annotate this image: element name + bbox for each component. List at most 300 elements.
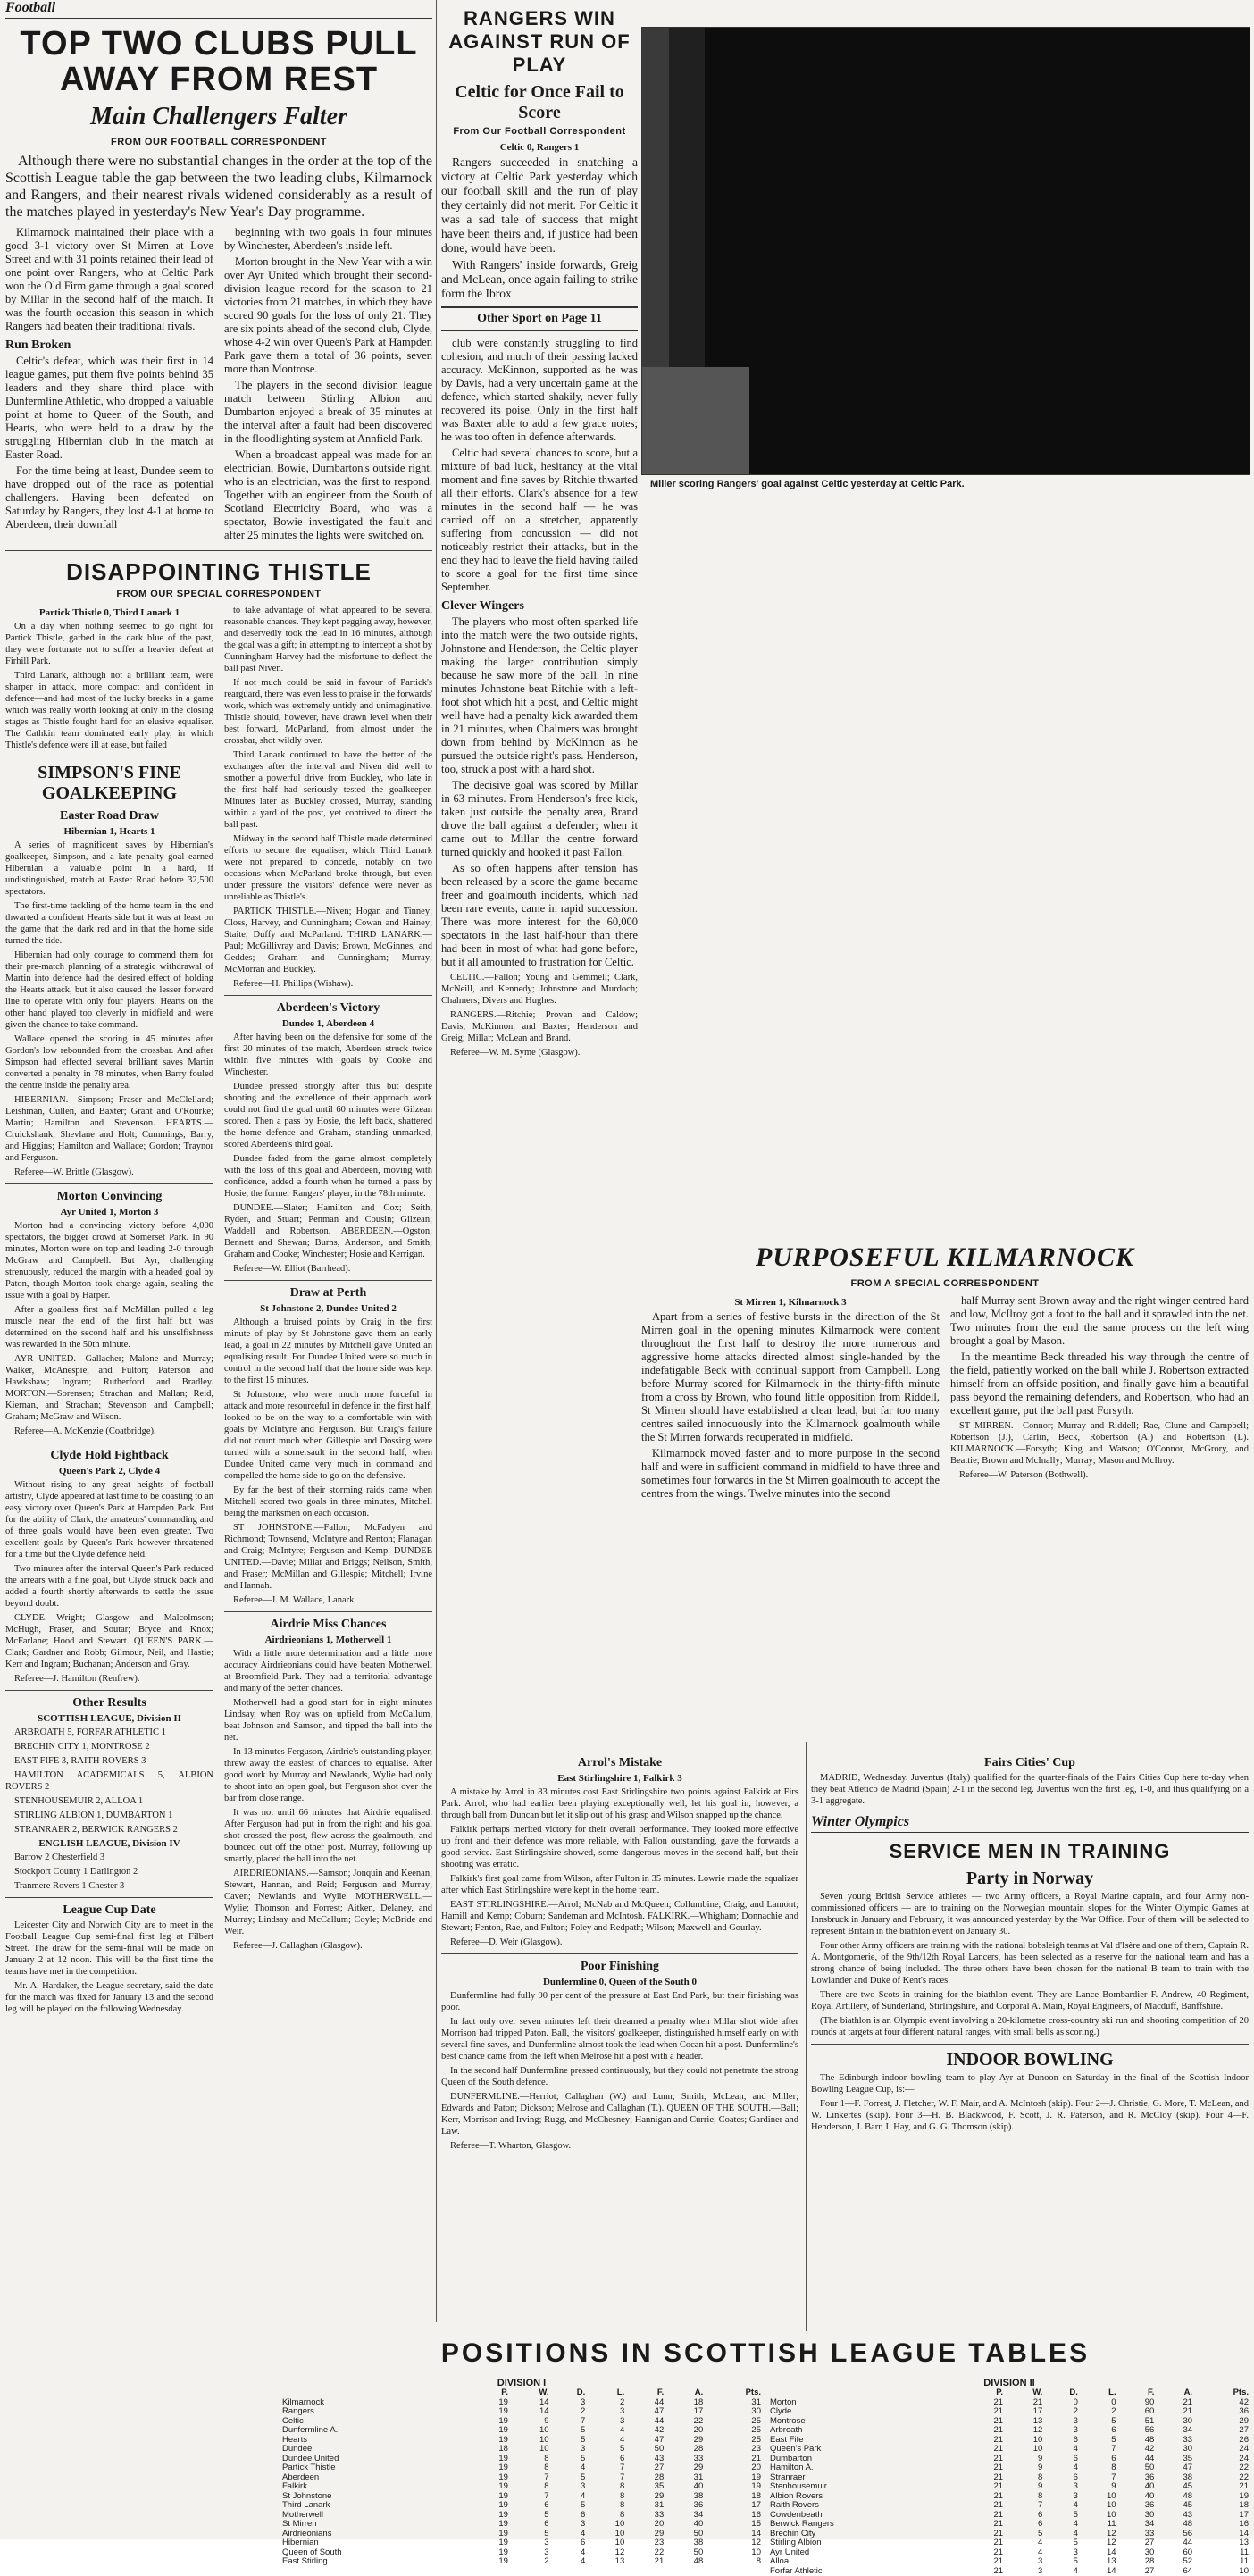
table-cell: 33 (626, 2511, 665, 2521)
table-row (768, 2520, 1250, 2530)
morton-teams: AYR UNITED.—Gallacher; Malone and Murray; Walker, McAnespie, and Fulton; Paterson and Hawkshaw; Ingram; Rutherford and Bradley. MORTON.—Sorensen; Strachan and Mallan; Reid, Kiernan, and Strachan; Stevenson and Campbell; Graham; McGraw and Wilson. (5, 1353, 213, 1423)
table-cell: 13 (1194, 2538, 1250, 2548)
table-cell: 14 (705, 2530, 763, 2539)
table-header (280, 2388, 471, 2398)
table-cell: 2 (510, 2557, 551, 2567)
table-row (768, 2426, 1250, 2436)
table-cell: 10 (1005, 2436, 1044, 2446)
table-cell: 19 (705, 2473, 763, 2483)
table-cell: 21 (966, 2548, 1005, 2558)
table-cell: 4 (1044, 2520, 1080, 2530)
table-cell: 6 (510, 2520, 551, 2530)
table-header: A. (665, 2388, 705, 2398)
table-cell: 19 (471, 2407, 510, 2417)
table-cell: 22 (1194, 2463, 1250, 2473)
table-cell: Cowdenbeath (768, 2511, 966, 2521)
poor-referee: Referee—T. Wharton, Glasgow. (441, 2140, 798, 2152)
clyde-score: Queen's Park 2, Clyde 4 (5, 1466, 213, 1476)
english-result: Barrow 2 Chesterfield 3 (5, 1852, 213, 1863)
table-cell: 21 (966, 2417, 1005, 2427)
table-cell: 4 (1044, 2567, 1080, 2576)
table-cell: 21 (966, 2511, 1005, 2521)
table-cell: Kilmarnock (280, 2398, 471, 2408)
table-cell: 19 (471, 2511, 510, 2521)
table-cell: 7 (510, 2492, 551, 2502)
bowling-p2: Four 1—F. Forrest, J. Fletcher, W. F. Mair, and A. McIntosh (skip). Four 2—J. Christie, G. More, T. McLean, and W. Linkertes (skip). Four 3—H. B. Blackwood, F. Scott, J. R. Paterson, and R. McCloy (skip). Four 4—F. Henderson, J. Barr, I. Hay, and G. G. Thomson (skip). (811, 2098, 1249, 2133)
table-cell: 4 (1005, 2538, 1044, 2548)
table-cell: 0 (1080, 2398, 1118, 2408)
aberdeen-teams: DUNDEE.—Slater; Hamilton and Cox; Seith, Ryden, and Stuart; Penman and Cousin; Gilzean; Waddell and Robertson. ABERDEEN.—Ogston; Bennett and Shewan; Burns, Anderson, and Smith; Graham and Cooke; Winchester; Hosie and Kerrigan. (224, 1202, 432, 1260)
table-cell: Celtic (280, 2417, 471, 2427)
table-cell: Dundee United (280, 2455, 471, 2464)
table-cell: Hibernian (280, 2538, 471, 2548)
table-row (280, 2520, 763, 2530)
result-item: BRECHIN CITY 1, MONTROSE 2 (5, 1741, 213, 1752)
rangers-p4: Celtic had several chances to score, but a mixture of bad luck, hesitancy at the vital moment and fine saves by Ritchie thwarted all their efforts. Clark's absence for a few minutes in the second half — he was carried off on a stretcher, apparently suffering from concussion — did not noticeably restrict their attacks, but in the end they had to leave the field having failed to score a goal for the first time since September. (441, 447, 638, 594)
table-cell: 10 (1005, 2445, 1044, 2455)
table-header: D. (1044, 2388, 1080, 2398)
table-row (280, 2548, 763, 2558)
table-cell: 47 (626, 2407, 665, 2417)
rangers-p1: Rangers succeeded in snatching a victory at Celtic Park yesterday which our football skill and the run of play they certainly did not merit. For Celtic it was a sad tale of success that might have been theirs and, if justice had been done, would have been. (441, 155, 638, 255)
table-cell: Clyde (768, 2407, 966, 2417)
table-cell: 31 (665, 2473, 705, 2483)
table-cell: 27 (1118, 2567, 1157, 2576)
table-cell: Motherwell (280, 2511, 471, 2521)
airdrie-score: Airdrieonians 1, Motherwell 1 (224, 1635, 432, 1645)
table-cell: 2 (1044, 2407, 1080, 2417)
table-cell: 5 (551, 2436, 588, 2446)
table-cell: 5 (1080, 2436, 1118, 2446)
table-cell: 22 (665, 2417, 705, 2427)
table-cell: 28 (1118, 2557, 1157, 2567)
table-cell: 52 (1156, 2557, 1194, 2567)
winter-p2: Four other Army officers are training with the national bobsleigh teams at Val d'Isère and one of them, Captain R. A. Montgomerie, of the 9th/12th Royal Lancers, has been selected as a reserve for the national team and has a strong chance of being included. The three others have been chosen for the national B team to train with the Lowlander and Duke of Kent's races. (811, 1940, 1249, 1986)
table-cell: East Fife (768, 2436, 966, 2446)
table-cell: 6 (1044, 2436, 1080, 2446)
table-cell: 21 (966, 2538, 1005, 2548)
thistle-p6: Midway in the second half Thistle made determined efforts to secure the equaliser, which Third Lanark were not prepared to concede, notably on two occasions when McParland broke through, but even under pressure the visitors' defence were never as unreliable as Thistle's. (224, 833, 432, 903)
table-cell: 3 (587, 2417, 626, 2427)
cup-head: League Cup Date (5, 1903, 213, 1918)
table-header: A. (1156, 2388, 1194, 2398)
table-row (768, 2417, 1250, 2427)
table-cell: 14 (510, 2407, 551, 2417)
table-cell: 35 (626, 2482, 665, 2492)
table-cell: 12 (1005, 2426, 1044, 2436)
table-cell: Stranraer (768, 2473, 966, 2483)
table-cell: 10 (1194, 2567, 1250, 2576)
table-cell: 47 (1156, 2463, 1194, 2473)
airdrie-p4: It was not until 66 minutes that Airdrie equalised. After Ferguson had put in from the right and his goal shot crossed the post, flew across the goalmouth, and bounced out off the other post. Murray, following up smartly, placed the ball into the net. (224, 1807, 432, 1865)
table-row (768, 2501, 1250, 2511)
table-cell: 12 (705, 2538, 763, 2548)
table-cell: 24 (1194, 2455, 1250, 2464)
table-cell: 19 (471, 2501, 510, 2511)
table-cell: 8 (587, 2511, 626, 2521)
table-cell: 10 (587, 2538, 626, 2548)
table-cell: 6 (1044, 2473, 1080, 2483)
table-cell: 13 (1005, 2417, 1044, 2427)
table-cell: 8 (1080, 2463, 1118, 2473)
table-cell: 9 (1005, 2455, 1044, 2464)
table-cell: 21 (966, 2567, 1005, 2576)
table-cell: 28 (665, 2445, 705, 2455)
main-p5: Morton brought in the New Year with a win over Ayr United which brought their second-division league record for the season to 21 victories from 21 matches, in which they have scored 90 goals for the loss of only 21. They are six points ahead of the second club, Clyde, whose 4-2 win over Queen's Park at Hampden Park gave them a total of 36 points, seven more than Montrose. (224, 255, 432, 376)
table-cell: 4 (1044, 2501, 1080, 2511)
perth-head: Draw at Perth (224, 1286, 432, 1301)
airdrie-p2: Motherwell had a good start for in eight minutes Lindsay, when Roy was on upfield from McCallum, beat Johnson and Samson, and tipped the ball into the net. (224, 1697, 432, 1744)
kilmarnock-p2: Kilmarnock moved faster and to more purpose in the second half and were in sufficient command in midfield to have three and sometimes four forwards in the St Mirren goalmouth to accept the centres from the wings. Twelve minutes into the second (641, 1447, 940, 1501)
arrol-teams: EAST STIRLINGSHIRE.—Arrol; McNab and McQueen; Collumbine, Craig, and Lamont; Hamill and Kemp; Coburn; Sandeman and McIntosh. FALKIRK.—Whigham; Donnachie and Stewart; Fenton, Rae, and Fulton; Foley and Redpath; Wilson; Maxwell and Gourlay. (441, 1899, 798, 1934)
table-cell: 14 (1080, 2548, 1118, 2558)
table-cell: 21 (966, 2482, 1005, 2492)
table-cell: 40 (665, 2520, 705, 2530)
table-cell: 8 (587, 2501, 626, 2511)
table-header: L. (587, 2388, 626, 2398)
table-cell: St Mirren (280, 2520, 471, 2530)
table-cell: St Johnstone (280, 2492, 471, 2502)
aberdeen-p3: Dundee faded from the game almost completely with the loss of this goal and Aberdeen, moving with confidence, added a fourth when he turned a pass by Hosie, the former Rangers' player, in the 78th minute. (224, 1153, 432, 1200)
table-cell: Falkirk (280, 2482, 471, 2492)
table-cell: 45 (1156, 2482, 1194, 2492)
aberdeen-head: Aberdeen's Victory (224, 1001, 432, 1016)
table-cell: 28 (626, 2473, 665, 2483)
main-headline: TOP TWO CLUBS PULL AWAY FROM REST (5, 26, 432, 97)
table-cell: 7 (1005, 2501, 1044, 2511)
kilmarnock-p1: Apart from a series of festive bursts in the direction of the St Mirren goal in the opening minutes Kilmarnock were content throughout the first half to destroy the more numerous and aggressive home attacks directed almost single-handed by the indefatigable Beck with continual support from Campbell. Long before Murray scored for Kilmarnock in the thirty-fifth minute from a cross by Brown, who found little opposition from Riddell, St Mirren should have established a clear lead, but far too many centres sailed innocuously into the Kilmarnock goalmouth while the St Mirren forwards recuperated in midfield. (641, 1310, 940, 1444)
english-result: Stockport County 1 Darlington 2 (5, 1866, 213, 1878)
table-cell: 5 (551, 2473, 588, 2483)
table-cell: 42 (626, 2426, 665, 2436)
table-cell: 44 (626, 2398, 665, 2408)
simpson-teams: HIBERNIAN.—Simpson; Fraser and McClelland; Leishman, Cullen, and Baxter; Grant and O'Rourke; Martin; Hamilton and Stevenson. HEARTS.—Cruickshank; Shevlane and Holt; Cummings, Barry, and Higgins; Hamilton and Wallace; Gordon; Traynor and Ferguson. (5, 1094, 213, 1164)
rangers-subhead: Celtic for Once Fail to Score (441, 82, 638, 123)
other-results-list (5, 1727, 213, 1836)
table-row (280, 2445, 763, 2455)
table-cell: 2 (587, 2398, 626, 2408)
table-cell: 19 (471, 2398, 510, 2408)
table-cell: 34 (1156, 2426, 1194, 2436)
table-row (280, 2417, 763, 2427)
fairs-head: Fairs Cities' Cup (811, 1756, 1249, 1770)
table-cell: 44 (1118, 2455, 1157, 2464)
morton-p2: After a goalless first half McMillan pulled a leg muscle near the end of the first half but was determined on the second half and his unselfishness was rewarded in the 50th minute. (5, 1304, 213, 1351)
table-row (280, 2407, 763, 2417)
table-cell: 38 (1156, 2473, 1194, 2483)
other-results-league: SCOTTISH LEAGUE, Division II (5, 1713, 213, 1724)
table-cell: 21 (1156, 2398, 1194, 2408)
rangers-headline: RANGERS WIN AGAINST RUN OF PLAY (441, 7, 638, 77)
table-cell: 21 (966, 2520, 1005, 2530)
simpson-p3: Hibernian had only courage to commend them for their pre-match planning of a strategic withdrawal of Martin into defence had the desired effect of holding the Hearts attack, but it also caused the lesser forward line to operate with only four players. Hearts on the other hand played too cleverly in midfield and were given the chance to take command. (5, 949, 213, 1031)
result-item: STRANRAER 2, BERWICK RANGERS 2 (5, 1824, 213, 1836)
table-cell: 10 (510, 2445, 551, 2455)
rangers-p7: As so often happens after tension has been released by a score the game became freer and goalmouth incidents, which had been rare events, came in rapid succession. There was more interest for the 60,000 spectators in the last half-hour than there had been in most of what had gone before, but it all amounted to frustration for Celtic. (441, 862, 638, 969)
table-cell: 19 (705, 2482, 763, 2492)
table-row (768, 2492, 1250, 2502)
poor-teams: DUNFERMLINE.—Herriot; Callaghan (W.) and Lunn; Smith, McLean, and Miller; Edwards and Paton; Dickson; Melrose and Callaghan (T.). QUEEN OF THE SOUTH.—Ball; Kerr, Morrison and Irving; Rugg, and McChesney; Hannigan and Currie; Coates; Gardiner and Law. (441, 2091, 798, 2137)
airdrie-teams: AIRDRIEONIANS.—Samson; Jonquin and Keenan; Stewart, Hannan, and Reid; Ferguson and Murray; Caven; Newlands and Wylie. MOTHERWELL.—Wylie; Thomson and Forrest; Aitken, Delaney, and Murray; Lindsay and McCallum; Coyle; McBride and Weir. (224, 1868, 432, 1937)
table-cell: 44 (1156, 2538, 1194, 2548)
table-cell: 29 (1194, 2417, 1250, 2427)
table-cell: 45 (1156, 2501, 1194, 2511)
division-one-table (280, 2388, 763, 2567)
table-cell: 21 (966, 2473, 1005, 2483)
aberdeen-p1: After having been on the defensive for some of the first 20 minutes of the match, Aberdeen struck twice within five minutes with goals by Cooke and Winchester. (224, 1032, 432, 1078)
table-header: F. (626, 2388, 665, 2398)
airdrie-p1: With a little more determination and a little more accuracy Airdrieonians could have beaten Motherwell at Broomfield Park. They had a territorial advantage and many of the better chances. (224, 1648, 432, 1694)
table-cell: 21 (1194, 2482, 1250, 2492)
arrol-p1: A mistake by Arrol in 83 minutes cost East Stirlingshire two points against Falkirk at Firs Park. Arrol, who had earlier been playing exceptionally well, let his goal in, however, a through ball from Duncan but let it slip out of his grasp and Wilson snapped up the chance. (441, 1786, 798, 1821)
aberdeen-score: Dundee 1, Aberdeen 4 (224, 1018, 432, 1029)
arrol-score: East Stirlingshire 1, Falkirk 3 (441, 1773, 798, 1784)
table-cell: Hamilton A. (768, 2463, 966, 2473)
table-cell: 5 (551, 2455, 588, 2464)
clyde-teams: CLYDE.—Wright; Glasgow and Malcolmson; McHugh, Fraser, and Soutar; Bryce and Knox; McFarlane; Hood and Stewart. QUEEN'S PARK.—Clark; Gardner and Robb; Gilmour, Neil, and Hastie; Kerr and Ingram; Buchanan; Anderson and Gray. (5, 1612, 213, 1670)
table-cell: 7 (551, 2417, 588, 2427)
table-cell: 4 (551, 2492, 588, 2502)
table-cell: 8 (510, 2463, 551, 2473)
table-cell: 21 (966, 2557, 1005, 2567)
table-cell: 12 (587, 2548, 626, 2558)
table-cell: 33 (1118, 2530, 1157, 2539)
table-header: F. (1118, 2388, 1157, 2398)
winter-kicker: Winter Olympics (811, 1814, 1249, 1833)
table-cell: Third Lanark (280, 2501, 471, 2511)
table-cell: 5 (1044, 2538, 1080, 2548)
table-cell: 38 (665, 2538, 705, 2548)
table-header (768, 2388, 966, 2398)
table-cell: 5 (510, 2530, 551, 2539)
table-cell: 4 (551, 2530, 588, 2539)
table-cell: 36 (1194, 2407, 1250, 2417)
simpson-p2: The first-time tackling of the home team in the end thwarted a confident Hearts side but it was at least on the game that the dark red and in that the home side turned the tide. (5, 900, 213, 947)
thistle-headline: DISAPPOINTING THISTLE (5, 558, 432, 586)
table-cell: 8 (510, 2482, 551, 2492)
table-header: W. (1005, 2388, 1044, 2398)
table-cell: 21 (626, 2557, 665, 2567)
thistle-referee: Referee—H. Phillips (Wishaw). (224, 978, 432, 990)
arrol-poor-column (441, 1751, 798, 2331)
table-cell: 3 (1044, 2426, 1080, 2436)
aberdeen-p2: Dundee pressed strongly after this but despite shooting and the excellence of their approach work could not find the goal until 60 minutes were Gilzean scored. Then a pass by Hosie, the left back, shattered the home defence and Graham, standing unmarked, scored Aberdeen's third goal. (224, 1081, 432, 1150)
perth-p3: By far the best of their storming raids came when Mitchell scored two goals in three minutes, Mitchell being the marksmen on each occasion. (224, 1485, 432, 1519)
table-row (280, 2557, 763, 2567)
table-cell: 48 (665, 2557, 705, 2567)
table-cell: 42 (1118, 2445, 1157, 2455)
thistle-teams: PARTICK THISTLE.—Niven; Hogan and Tinney; Closs, Harvey, and Cunningham; Cowan and Hainey; Staite; Duffy and McParland. THIRD LANARK.—Paul; McGillivray and Davis; Brown, McGinnes, and Geddes; Graham and Cunningham; Murray; McMorran and Buckley. (224, 906, 432, 975)
table-cell: 6 (1005, 2520, 1044, 2530)
table-cell: 17 (1194, 2511, 1250, 2521)
table-cell: 4 (1005, 2548, 1044, 2558)
table-cell: 6 (551, 2511, 588, 2521)
main-correspondent: FROM OUR FOOTBALL CORRESPONDENT (5, 137, 432, 147)
table-cell: 4 (551, 2548, 588, 2558)
table-cell: 5 (1044, 2511, 1080, 2521)
table-cell: 21 (1005, 2398, 1044, 2408)
table-cell: 90 (1118, 2398, 1157, 2408)
table-cell: Montrose (768, 2417, 966, 2427)
table-cell: Arbroath (768, 2426, 966, 2436)
table-cell: Partick Thistle (280, 2463, 471, 2473)
kilmarnock-correspondent: FROM A SPECIAL CORRESPONDENT (641, 1278, 1249, 1289)
poor-score: Dunfermline 0, Queen of the South 0 (441, 1977, 798, 1987)
table-row (280, 2492, 763, 2502)
table-cell: 48 (1156, 2492, 1194, 2502)
table-cell: 10 (587, 2520, 626, 2530)
table-cell: 26 (1194, 2436, 1250, 2446)
table-row (768, 2473, 1250, 2483)
perth-teams: ST JOHNSTONE.—Fallon; McFadyen and Richmond; Townsend, McIntyre and Renton; Flanagan and Craig; McIntyre; Ferguson and Kemp. DUNDEE UNITED.—Davie; Millar and Briggs; Neilson, Smith, and Fraser; McMillan and Gillespie; Mitchell; Irvine and Hannah. (224, 1522, 432, 1592)
table-cell: Stirling Albion (768, 2538, 966, 2548)
table-cell: 23 (705, 2445, 763, 2455)
table-cell: 10 (705, 2548, 763, 2558)
table-cell: 5 (1080, 2417, 1118, 2427)
table-cell: 30 (1156, 2445, 1194, 2455)
table-cell: 19 (1194, 2492, 1250, 2502)
main-p7: When a broadcast appeal was made for an electrician, Bowie, Dumbarton's outside right, who is an electrician, was the first to respond. Together with an engineer from the South of Scotland Electricity Board, who was a spectator, Bowie investigated the fault and after 25 minutes the lights were switched on. (224, 448, 432, 542)
table-header: Pts. (1194, 2388, 1250, 2398)
table-cell: 4 (551, 2463, 588, 2473)
table-cell: 19 (471, 2548, 510, 2558)
table-row (280, 2436, 763, 2446)
table-cell: 34 (1118, 2520, 1157, 2530)
table-cell: 12 (1080, 2538, 1118, 2548)
table-row (280, 2398, 763, 2408)
table-cell: 18 (705, 2492, 763, 2502)
clyde-head: Clyde Hold Fightback (5, 1449, 213, 1463)
table-cell: 48 (1156, 2520, 1194, 2530)
table-row (280, 2501, 763, 2511)
table-cell: 8 (1005, 2492, 1044, 2502)
table-cell: 56 (1118, 2426, 1157, 2436)
table-cell: 3 (551, 2520, 588, 2530)
table-cell: 17 (1005, 2407, 1044, 2417)
table-cell: Queen of South (280, 2548, 471, 2558)
table-cell: 29 (626, 2530, 665, 2539)
arrol-referee: Referee—D. Weir (Glasgow). (441, 1936, 798, 1948)
table-row (768, 2463, 1250, 2473)
table-row (768, 2445, 1250, 2455)
table-cell: 60 (1156, 2548, 1194, 2558)
table-cell: 5 (551, 2426, 588, 2436)
division-one-name: DIVISION I (280, 2378, 763, 2388)
table-cell: 11 (1194, 2548, 1250, 2558)
poor-p1: Dunfermline had fully 90 per cent of the pressure at East End Park, but their finishing was poor. (441, 1990, 798, 2013)
table-cell: 3 (1044, 2492, 1080, 2502)
table-cell: 6 (551, 2538, 588, 2548)
table-cell: 12 (1080, 2530, 1118, 2539)
table-cell: 21 (966, 2463, 1005, 2473)
table-cell: 22 (626, 2548, 665, 2558)
table-cell: 2 (551, 2407, 588, 2417)
cup-p1: Leicester City and Norwich City are to meet in the Football League Cup semi-final first leg at Filbert Street. The draw for the semi-final will be made on January 2 at 12 noon. This will be the first time the teams have met in the competition. (5, 1919, 213, 1978)
kilmarnock-p3: half Murray sent Brown away and the right winger centred hard and low, McIlroy got a foot to the ball and it sprawled into the net. Two minutes from the end the same process on the left wing brought a goal by Mason. (950, 1294, 1249, 1348)
table-cell: 25 (705, 2417, 763, 2427)
table-header: P. (471, 2388, 510, 2398)
table-header: L. (1080, 2388, 1118, 2398)
table-cell: 25 (705, 2426, 763, 2436)
table-cell: 19 (471, 2426, 510, 2436)
table-cell: 35 (1156, 2455, 1194, 2464)
thistle-score: Partick Thistle 0, Third Lanark 1 (5, 607, 213, 618)
table-cell: 9 (1005, 2482, 1044, 2492)
morton-score: Ayr United 1, Morton 3 (5, 1207, 213, 1217)
table-cell: 3 (551, 2482, 588, 2492)
table-cell: 10 (1080, 2501, 1118, 2511)
table-cell: 36 (1118, 2501, 1157, 2511)
table-cell: 31 (705, 2398, 763, 2408)
table-cell: 3 (587, 2407, 626, 2417)
table-cell: 29 (665, 2436, 705, 2446)
table-cell: 5 (1005, 2530, 1044, 2539)
table-header: D. (551, 2388, 588, 2398)
table-cell: 50 (665, 2530, 705, 2539)
table-header: P. (966, 2388, 1005, 2398)
table-cell: Hearts (280, 2436, 471, 2446)
table-cell: 7 (1080, 2473, 1118, 2483)
table-cell: 27 (1194, 2426, 1250, 2436)
table-cell: Queen's Park (768, 2445, 966, 2455)
table-cell: 6 (587, 2455, 626, 2464)
table-header: Pts. (705, 2388, 763, 2398)
table-cell: 8 (587, 2482, 626, 2492)
table-cell: 19 (471, 2520, 510, 2530)
thistle-p3: to take advantage of what appeared to be several reasonable chances. They kept pegging away, however, and deservedly took the lead in 16 minutes, although the goal was a gift; in attempting to intercept a shot by Cunningham Harvey had the misfortune to deflect the ball past Niven. (224, 605, 432, 674)
poor-p2: In fact only over seven minutes left their dreamed a penalty when Millar shot wide after Morrison had tripped Paton. Ball, the visitors' goalkeeper, distinguished himself early on with several fine saves, and Dunfermline almost took the lead when Cocan hit a post. Dunfermline's best chance came from the left when Melrose hit a post with a header. (441, 2016, 798, 2062)
simpson-p4: Wallace opened the scoring in 45 minutes after Gordon's low rebounded from the crossbar. And after Simpson had effected several brilliant saves Martin converted a penalty in 78 minutes, when Barry fouled the centre inside the penalty area. (5, 1033, 213, 1091)
table-cell: 11 (1194, 2557, 1250, 2567)
table-cell: 43 (626, 2455, 665, 2464)
clyde-p1: Without rising to any great heights of football artistry, Clyde appeared at last time to be coasting to an easy victory over Queen's Park at Hampden Park. But for the ability of Clark, the amateurs' commanding and of three goals would have been even greater. Two excellent goals by Queen's Park however threatened for a time but the Clyde defence held. (5, 1479, 213, 1560)
kilmarnock-p4: In the meantime Beck threaded his way through the centre of the field, patiently worked on the ball while J. Robertson extracted himself from an offside position, and finally gave him a beautiful pass beyond the remaining defenders, and Robertson, who had an excellent game, put the ball past Forsyth. (950, 1351, 1249, 1418)
kilmarnock-section (641, 1237, 1249, 1737)
table-cell: 10 (587, 2530, 626, 2539)
table-row (768, 2530, 1250, 2539)
result-item: STENHOUSEMUIR 2, ALLOA 1 (5, 1795, 213, 1807)
table-cell: 21 (966, 2407, 1005, 2417)
poor-head: Poor Finishing (441, 1960, 798, 1974)
airdrie-p3: In 13 minutes Ferguson, Airdrie's outstanding player, threw away the easiest of chances to equalise. After good work by Murray and Newlands, Wylie had only to shoot into an open goal, but Ferguson shot over the bar from close range. (224, 1746, 432, 1804)
kilmarnock-headline: PURPOSEFUL KILMARNOCK (641, 1242, 1249, 1273)
table-row (768, 2398, 1250, 2408)
table-cell: 51 (1118, 2417, 1157, 2427)
table-cell: 3 (1005, 2567, 1044, 2576)
table-cell: 3 (510, 2538, 551, 2548)
winter-p4: (The biathlon is an Olympic event involving a 20-kilometre cross-country ski run and shooting competition of 20 rounds at targets at four different natural ranges, with small bells as scoring.) (811, 2015, 1249, 2038)
table-cell: 9 (1080, 2482, 1118, 2492)
table-cell: 10 (1080, 2511, 1118, 2521)
other-sport-box (441, 306, 638, 331)
table-cell: 20 (626, 2520, 665, 2530)
table-cell: 19 (471, 2417, 510, 2427)
main-p6: The players in the second division league match between Stirling Albion and Dumbarton enjoyed a break of 35 minutes at the interval after a fault had been discovered in the floodlighting system at Annfield Park. (224, 379, 432, 446)
table-cell: Raith Rovers (768, 2501, 966, 2511)
table-cell: 3 (1005, 2557, 1044, 2567)
table-cell: 21 (966, 2426, 1005, 2436)
perth-p1: Although a bruised points by Craig in the first minute of play by St Johnstone gave them an early lead, a goal in 22 minutes by Mitchell gave United an equalising result. For Dundee United were so much in control in the second half that the home side was kept to the first 15 minutes. (224, 1317, 432, 1386)
table-row (280, 2426, 763, 2436)
table-cell: 18 (471, 2445, 510, 2455)
main-lead: Although there were no substantial changes in the order at the top of the Scottish League table the gap between the two leading clubs, Kilmarnock and Rangers, and their nearest rivals widened considerably as a result of the matches played in yesterday's New Year's Day programme. (5, 153, 432, 221)
table-cell: 21 (966, 2436, 1005, 2446)
table-cell: 19 (471, 2557, 510, 2567)
bowling-headline: INDOOR BOWLING (811, 2050, 1249, 2070)
table-cell: 4 (1044, 2530, 1080, 2539)
table-cell: 0 (1044, 2398, 1080, 2408)
table-cell: 21 (966, 2501, 1005, 2511)
